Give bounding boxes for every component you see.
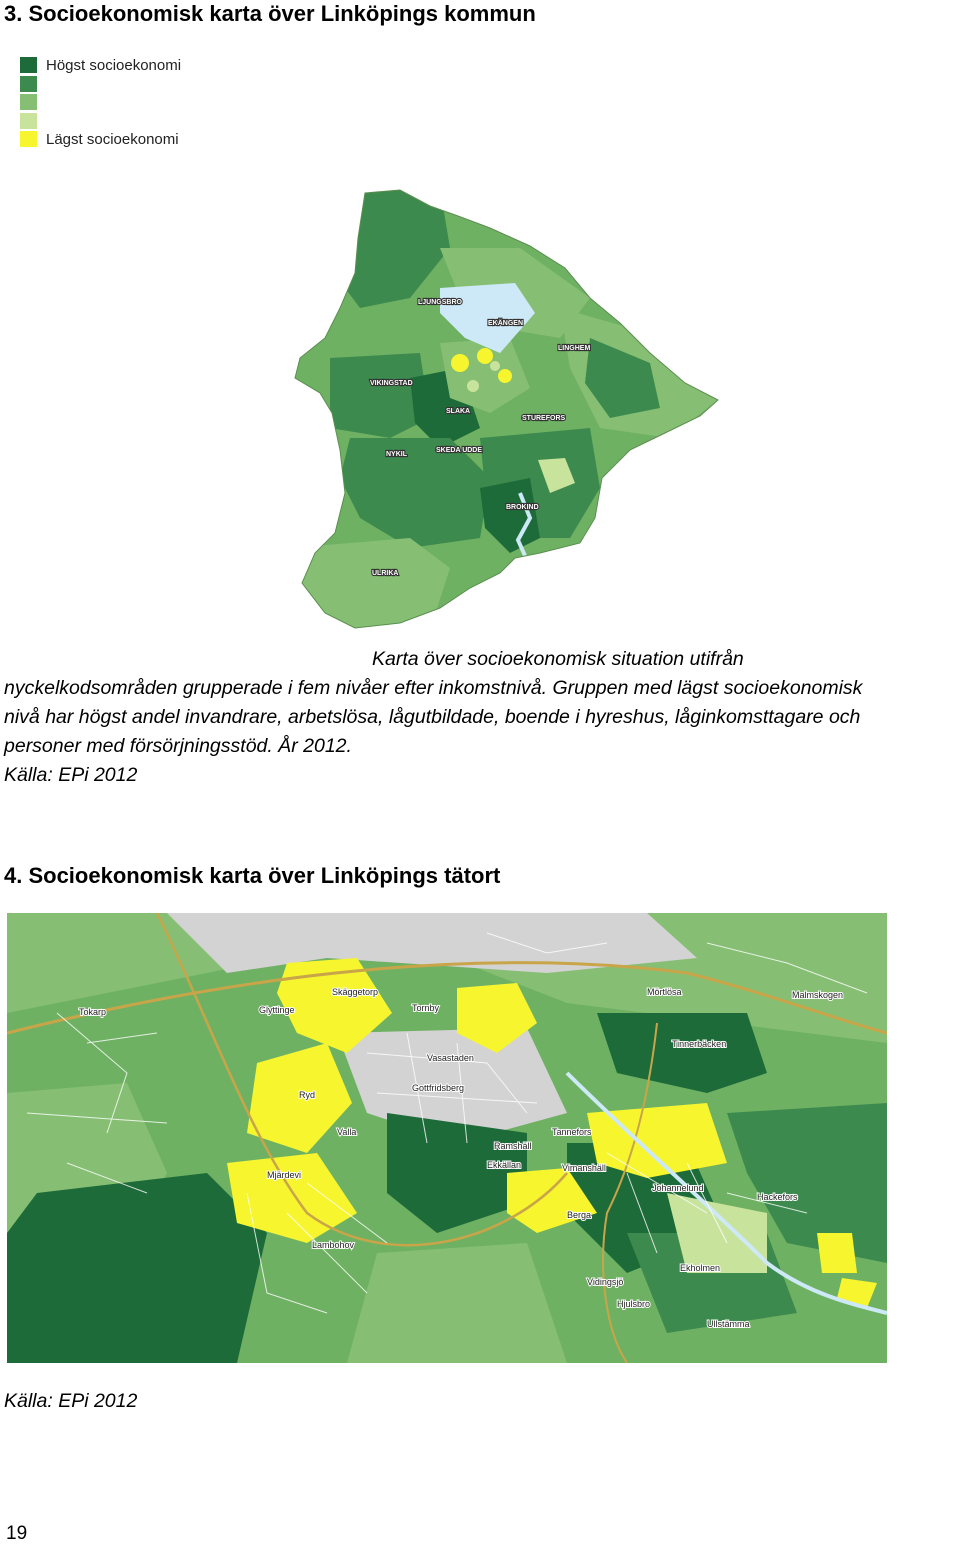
muni-place-label: BROKIND [506, 504, 539, 511]
caption-line-3: nivå har högst andel invandrare, arbetslösa, lågutbildade, boende i hyreshus, låginkomsttagare och [4, 706, 861, 728]
section-4-heading: 4. Socioekonomisk karta över Linköpings tätort [4, 863, 501, 888]
muni-yellow-2 [477, 348, 493, 364]
map-legend [20, 56, 181, 149]
city-place-label: Malmskogen [792, 990, 844, 1000]
city-place-label: Glyttinge [259, 1005, 295, 1015]
city-place-label: Ullstämma [707, 1319, 750, 1329]
legend-low-label: Lägst socioekonomi [46, 130, 179, 148]
city-place-label: Lambohov [312, 1240, 355, 1250]
city-place-label: Vimanshäll [562, 1163, 606, 1173]
caption-line-1: Karta över socioekonomisk situation utifrån [372, 648, 744, 670]
legend-row-2 [20, 75, 181, 94]
muni-yellow-1 [451, 354, 469, 372]
caption-source: Källa: EPi 2012 [4, 764, 138, 786]
legend-swatch-3 [20, 94, 37, 110]
muni-place-label: SLAKA [446, 408, 471, 415]
legend-swatch-5 [20, 131, 37, 147]
city-place-label: Ekholmen [680, 1263, 721, 1273]
city-place-label: Tokarp [79, 1007, 107, 1017]
legend-high-label: Högst socioekonomi [46, 56, 182, 74]
legend-row-high [20, 56, 181, 75]
city-place-label: Johannelund [652, 1183, 704, 1193]
city-place-label: Gottfridsberg [412, 1083, 465, 1093]
city-place-label: Ekkällan [487, 1160, 522, 1170]
city-place-label: Ryd [299, 1090, 316, 1100]
city-place-label: Valla [337, 1127, 357, 1137]
city-place-label: Tinnerbäcken [672, 1039, 727, 1049]
muni-ulrika [290, 538, 450, 630]
muni-place-label: NYKIL [386, 451, 407, 458]
caption-line-4: personer med försörjningsstöd. År 2012. [4, 735, 352, 757]
legend-row-low [20, 130, 181, 149]
city-place-label: Hackefors [757, 1192, 798, 1202]
city-place-label: Vidingsjö [587, 1277, 624, 1287]
muni-pale-1 [467, 380, 479, 392]
legend-swatch-1 [20, 57, 37, 73]
city-place-label: Skäggetorp [332, 987, 379, 997]
legend-swatch-2 [20, 76, 37, 92]
section-3-heading: 3. Socioekonomisk karta över Linköpings kommun [4, 1, 536, 26]
city-place-label: Hjulsbro [617, 1299, 651, 1309]
city-place-label: Ramshäll [494, 1141, 532, 1151]
muni-place-label: SKEDA UDDE [436, 447, 483, 454]
page-number: 19 [6, 1523, 28, 1544]
city-east-yellow-1 [817, 1233, 857, 1273]
muni-place-label: EKÄNGEN [488, 320, 524, 327]
city-place-label: Tannefors [552, 1127, 592, 1137]
muni-pale-2 [490, 361, 500, 371]
legend-row-4 [20, 112, 181, 131]
muni-place-label: LINGHEM [558, 345, 591, 352]
municipality-map [290, 188, 722, 630]
muni-place-label: LJUNGSBRO [418, 299, 462, 306]
city-place-label: Vasastaden [427, 1053, 474, 1063]
legend-swatch-4 [20, 113, 37, 129]
caption-line-2: nyckelkodsområden grupperade i fem nivåer efter inkomstnivå. Gruppen med lägst socioekonomisk [4, 677, 863, 699]
city-place-label: Mörtlösa [647, 987, 682, 997]
city-place-label: Tornby [412, 1003, 440, 1013]
legend-row-3 [20, 93, 181, 112]
city-map-source: Källa: EPi 2012 [4, 1390, 138, 1412]
city-map [7, 913, 887, 1363]
muni-place-label: STUREFORS [522, 415, 566, 422]
muni-place-label: ULRIKA [372, 570, 399, 577]
muni-yellow-3 [498, 369, 512, 383]
city-lambohov-dark [7, 1173, 267, 1363]
city-place-label: Mjärdevi [267, 1170, 302, 1180]
muni-place-label: VIKINGSTAD [370, 380, 413, 387]
map-caption [4, 645, 959, 790]
city-place-label: Berga [567, 1210, 592, 1220]
